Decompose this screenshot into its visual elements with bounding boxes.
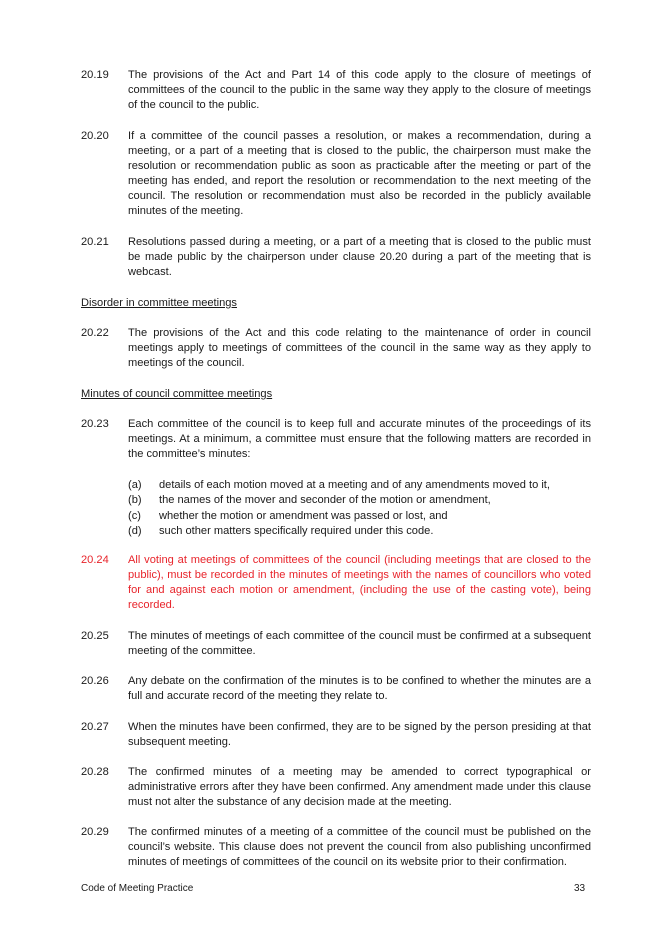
section-heading-disorder: Disorder in committee meetings bbox=[81, 297, 237, 309]
list-item bbox=[128, 478, 591, 493]
clause-number: 20.28 bbox=[81, 766, 109, 778]
clause-text: The confirmed minutes of a meeting may be amended to correct typographical or administrative errors after they have been confirmed. Any amendment made under this clause must not alter the substance of any decision made at the meeting. bbox=[128, 766, 591, 808]
clause-text: When the minutes have been confirmed, they are to be signed by the person presiding at that subsequent meeting. bbox=[128, 721, 591, 748]
clause-20-21 bbox=[81, 235, 591, 280]
clause-number: 20.20 bbox=[81, 130, 109, 142]
page-number: 33 bbox=[574, 883, 586, 894]
clause-20-19 bbox=[81, 68, 591, 113]
clause-20-27 bbox=[81, 720, 591, 750]
list-item bbox=[128, 509, 591, 524]
clause-number: 20.23 bbox=[81, 418, 109, 430]
clause-text: Each committee of the council is to keep full and accurate minutes of the proceedings of its meetings. At a minimum, a committee must ensure that the following matters are recorded in the committee’s minutes: bbox=[128, 418, 591, 460]
clause-number: 20.21 bbox=[81, 236, 109, 248]
clause-number: 20.29 bbox=[81, 826, 109, 838]
clause-text: All voting at meetings of committees of the council (including meetings that are closed to the public), must be recorded in the minutes of meetings with the names of councillors who voted for and against each motion or amendment, (including the use of the casting vote), being recorded. bbox=[128, 554, 591, 611]
clause-text: The provisions of the Act and this code relating to the maintenance of order in council meetings apply to meetings of committees of the council in the same way as they apply to meetings of the council. bbox=[128, 327, 591, 369]
clause-number: 20.24 bbox=[81, 554, 109, 566]
list-item-text: the names of the mover and seconder of the motion or amendment, bbox=[159, 494, 491, 507]
clause-20-23-subitems bbox=[128, 478, 591, 539]
list-item bbox=[128, 493, 591, 508]
list-item-text: details of each motion moved at a meeting and of any amendments moved to it, bbox=[159, 479, 550, 491]
list-item-text: such other matters specifically required under this code. bbox=[159, 524, 434, 537]
clause-number: 20.22 bbox=[81, 327, 109, 339]
clause-20-26 bbox=[81, 674, 591, 704]
clause-text: Any debate on the confirmation of the minutes is to be confined to whether the minutes are a full and accurate record of the meeting they relate to. bbox=[128, 675, 591, 702]
clause-20-28 bbox=[81, 765, 591, 810]
list-item bbox=[128, 524, 591, 539]
list-item-key: (c) bbox=[128, 509, 141, 522]
clause-number: 20.25 bbox=[81, 630, 109, 642]
clause-text: If a committee of the council passes a resolution, or makes a recommendation, during a meeting, or a part of a meeting that is closed to the public, the chairperson must make the resolution or recommendation public as soon as practicable after the meeting or part of the meeting has ended, and report the resolution or recommendation to the next meeting of the council. The resolution or recommendation must also be recorded in the publicly available minutes of the meeting. bbox=[128, 130, 591, 217]
clause-number: 20.26 bbox=[81, 675, 109, 687]
clause-20-22 bbox=[81, 326, 591, 371]
clause-text: The minutes of meetings of each committee of the council must be confirmed at a subsequent meeting of the committee. bbox=[128, 630, 591, 657]
clause-text: The provisions of the Act and Part 14 of this code apply to the closure of meetings of committees of the council to the public in the same way they apply to the closure of meetings of the council to the public. bbox=[128, 69, 591, 111]
clause-20-29 bbox=[81, 825, 591, 870]
clause-text: The confirmed minutes of a meeting of a committee of the council must be published on the council’s website. This clause does not prevent the council from also publishing unconfirmed minutes of meetings of committees of the council on its website prior to their confirmation. bbox=[128, 826, 591, 868]
clause-number: 20.19 bbox=[81, 69, 109, 81]
list-item-text: whether the motion or amendment was passed or lost, and bbox=[159, 509, 448, 522]
section-heading-minutes: Minutes of council committee meetings bbox=[81, 388, 273, 400]
clause-20-25 bbox=[81, 629, 591, 659]
list-item-key: (a) bbox=[128, 479, 142, 491]
list-item-key: (b) bbox=[128, 494, 142, 507]
clause-20-20 bbox=[81, 129, 591, 219]
clause-20-23 bbox=[81, 417, 591, 462]
clause-20-24 bbox=[81, 553, 591, 613]
clause-number: 20.27 bbox=[81, 721, 109, 733]
list-item-key: (d) bbox=[128, 524, 142, 537]
clause-text: Resolutions passed during a meeting, or a part of a meeting that is closed to the public must be made public by the chairperson under clause 20.20 during a part of the meeting that is webcast. bbox=[128, 236, 591, 278]
footer-title: Code of Meeting Practice bbox=[81, 883, 194, 894]
